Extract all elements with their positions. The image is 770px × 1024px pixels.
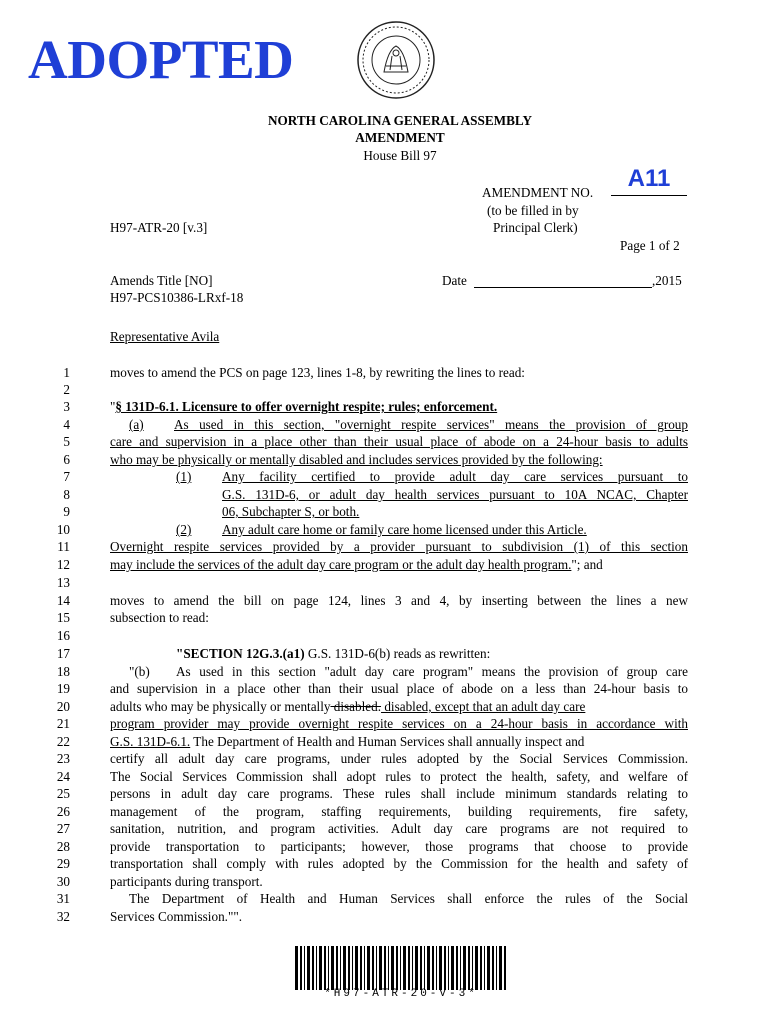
barcode-bar [336, 946, 338, 990]
barcode-bar [295, 946, 298, 990]
struck-text: disabled. [330, 699, 382, 714]
barcode-bar [324, 946, 326, 990]
barcode-bar [355, 946, 358, 990]
assembly-heading: NORTH CAROLINA GENERAL ASSEMBLY [268, 113, 532, 128]
barcode-bar [360, 946, 362, 990]
barcode-bar [408, 946, 410, 990]
barcode-bar [420, 946, 422, 990]
barcode-bar [396, 946, 398, 990]
line-number: 16 [56, 628, 70, 643]
date-year: ,2015 [652, 273, 682, 288]
barcode-bar [436, 946, 437, 990]
line-number: 32 [56, 909, 70, 924]
state-seal-icon [356, 20, 436, 100]
line-27: sanitation, nutrition, and program activities. Adult day care programs are not required to [110, 821, 688, 836]
barcode-bar [352, 946, 353, 990]
line-21: program provider may provide overnight respite services on a 24-hour basis in accordance with [110, 716, 688, 731]
barcode-bar [448, 946, 449, 990]
subsection-a-label: (a) [129, 417, 144, 432]
bill-number: House Bill 97 [363, 148, 437, 163]
barcode-bar [364, 946, 365, 990]
barcode-bar [496, 946, 497, 990]
line-9: 06, Subchapter S, or both. [222, 504, 360, 519]
line-number: 9 [63, 504, 70, 519]
barcode-bar [304, 946, 305, 990]
line-3 [110, 398, 497, 416]
barcode-bar [300, 946, 302, 990]
line-number: 25 [56, 786, 70, 801]
barcode-bar [367, 946, 370, 990]
pcs-id: H97-PCS10386-LRxf-18 [110, 290, 244, 305]
line-15: subsection to read: [110, 610, 209, 625]
barcode-text: *H97-ATR-20-V-3* [324, 988, 478, 1000]
barcode-bar [472, 946, 473, 990]
barcode-bar [316, 946, 317, 990]
quote-mark: " [110, 399, 116, 414]
line-31: The Department of Health and Human Services shall enforce the rules of the Social [129, 891, 688, 906]
section-heading: § 131D-6.1. Licensure to offer overnight respite; rules; enforcement. [115, 399, 498, 414]
barcode-bar [307, 946, 310, 990]
barcode-bar [312, 946, 314, 990]
amendment-heading: AMENDMENT [355, 130, 445, 145]
line-number: 24 [56, 769, 70, 784]
line-29: transportation shall comply with rules adopted by the Commission for the health and safety of [110, 856, 688, 871]
line-22-underlined: G.S. 131D-6.1. [110, 734, 191, 749]
line-5: care and supervision in a place other than their usual place of abode on a 24-hour basis to adults [110, 434, 688, 449]
filled-note-1: (to be filled in by [487, 203, 579, 218]
line-number: 2 [63, 382, 70, 397]
barcode-bar [319, 946, 322, 990]
line-7: Any facility certified to provide adult day care services pursuant to [222, 469, 688, 484]
line-22 [110, 733, 584, 751]
barcode-bar [456, 946, 458, 990]
line-number: 11 [57, 539, 70, 554]
barcode-bar [424, 946, 425, 990]
barcode-bar [328, 946, 329, 990]
line-23: certify all adult day care programs, under rules adopted by the Social Services Commission. [110, 751, 688, 766]
barcode-bar [331, 946, 334, 990]
item-1-label: (1) [176, 469, 192, 484]
line-28: provide transportation to participants; however, those programs that choose to provide [110, 839, 688, 854]
line-number: 6 [63, 452, 70, 467]
line-number: 4 [63, 417, 70, 432]
line-number: 1 [63, 365, 70, 380]
amendment-no-field [611, 165, 687, 196]
barcode-bar [427, 946, 430, 990]
barcode-bar [499, 946, 502, 990]
barcode-bar [463, 946, 466, 990]
line-number: 23 [56, 751, 70, 766]
barcode-bar [384, 946, 386, 990]
barcode-bar [403, 946, 406, 990]
line-14: moves to amend the bill on page 124, lines 3 and 4, by inserting between the lines a new [110, 593, 688, 608]
line-number: 27 [56, 821, 70, 836]
line-number: 5 [63, 434, 70, 449]
sponsor: Representative Avila [110, 329, 220, 344]
line-number: 22 [56, 734, 70, 749]
barcode-bar [468, 946, 470, 990]
line-number: 7 [63, 469, 70, 484]
line-20 [110, 698, 585, 716]
line-number: 30 [56, 874, 70, 889]
barcode-bar [460, 946, 461, 990]
line-12-underlined: may include the services of the adult day care program or the adult day health program. [110, 557, 572, 572]
line-number: 12 [56, 557, 70, 572]
line-10: Any adult care home or family care home licensed under this Article. [222, 522, 587, 537]
line-12-rest: "; and [571, 557, 603, 572]
line-number: 29 [56, 856, 70, 871]
line-number: 20 [56, 699, 70, 714]
line-number: 3 [63, 399, 70, 414]
barcode-bar [487, 946, 490, 990]
line-17 [176, 645, 490, 663]
line-number: 8 [63, 487, 70, 502]
line-17-text: G.S. 131D-6(b) reads as rewritten: [304, 646, 491, 661]
line-4: As used in this section, "overnight respite services" means the provision of group [174, 417, 688, 432]
line-19: and supervision in a place other than their usual place of abode on a less than 24-hour basis to [110, 681, 688, 696]
line-number: 15 [56, 610, 70, 625]
line-6: who may be physically or mentally disabled and includes services provided by the following: [110, 452, 603, 467]
amendment-no-value: A11 [627, 165, 671, 192]
line-number: 10 [56, 522, 70, 537]
barcode-bar [484, 946, 485, 990]
line-number: 28 [56, 839, 70, 854]
barcode-bar [388, 946, 389, 990]
item-2-label: (2) [176, 522, 192, 537]
barcode-bar [480, 946, 482, 990]
barcode-bar [475, 946, 478, 990]
inserted-text: disabled, except that an adult day care [381, 699, 586, 714]
barcode-bar [444, 946, 446, 990]
line-number: 31 [56, 891, 70, 906]
amendment-no-label: AMENDMENT NO. [482, 185, 594, 200]
line-18: As used in this section "adult day care program" means the provision of group care [176, 664, 688, 679]
line-1: moves to amend the PCS on page 123, lines 1-8, by rewriting the lines to read: [110, 365, 525, 380]
line-22-text: The Department of Health and Human Services shall annually inspect and [190, 734, 585, 749]
line-number: 14 [56, 593, 70, 608]
barcode-bar [379, 946, 382, 990]
barcode-bar [343, 946, 346, 990]
date-field [474, 287, 652, 288]
barcode-bar [492, 946, 494, 990]
line-11: Overnight respite services provided by a provider pursuant to subdivision (1) of this section [110, 539, 688, 554]
barcode-bar [412, 946, 413, 990]
barcode-bar [439, 946, 442, 990]
barcode-bar [372, 946, 374, 990]
barcode-bar [451, 946, 454, 990]
date-label: Date [442, 273, 467, 288]
line-number: 26 [56, 804, 70, 819]
line-number: 13 [56, 575, 70, 590]
barcode-bar [432, 946, 434, 990]
line-8: G.S. 131D-6, or adult day health services pursuant to 10A NCAC, Chapter [222, 487, 688, 502]
barcode-bar [504, 946, 506, 990]
line-number: 19 [56, 681, 70, 696]
subsection-b-label: "(b) [129, 664, 150, 679]
barcode-bar [376, 946, 377, 990]
line-30: participants during transport. [110, 874, 263, 889]
line-32: Services Commission."". [110, 909, 243, 924]
line-12 [110, 556, 603, 574]
adopted-stamp: ADOPTED [28, 29, 294, 90]
line-25: persons in adult day care programs. These rules shall include minimum standards relating to [110, 786, 688, 801]
section-label: "SECTION 12G.3.(a1) [176, 646, 305, 661]
line-number: 21 [56, 716, 70, 731]
barcode-bar [415, 946, 418, 990]
barcode [295, 946, 507, 990]
filled-note-2: Principal Clerk) [493, 220, 578, 235]
line-20-text: adults who may be physically or mentally [110, 699, 331, 714]
line-24: The Social Services Commission shall adopt rules to protect the health, safety, and welfare of [110, 769, 688, 784]
line-26: management of the program, staffing requirements, building requirements, fire safety, [110, 804, 688, 819]
barcode-bar [348, 946, 350, 990]
barcode-bar [391, 946, 394, 990]
amends-title: Amends Title [NO] [110, 273, 213, 288]
barcode-bar [400, 946, 401, 990]
document-id: H97-ATR-20 [v.3] [110, 220, 208, 235]
line-number: 17 [56, 646, 70, 661]
barcode-bar [340, 946, 341, 990]
line-number: 18 [56, 664, 70, 679]
page-indicator: Page 1 of 2 [620, 238, 680, 253]
